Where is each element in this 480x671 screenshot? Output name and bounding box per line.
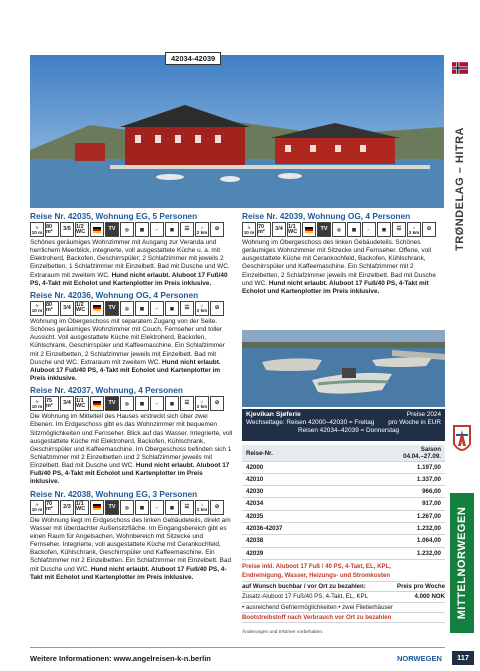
german-tv-flag-icon bbox=[90, 222, 104, 237]
washing-machine-icon: ◎ bbox=[120, 500, 134, 515]
amenity-icons bbox=[30, 396, 233, 411]
hero-photo bbox=[30, 55, 444, 208]
bookable-extras-header: auf Wunsch buchbar / vor Ort zu bezahlen: Preis pro Woche bbox=[242, 582, 445, 592]
price-notes bbox=[242, 562, 445, 623]
wifi-icon: ☰ bbox=[180, 222, 194, 237]
tv-icon: TV bbox=[317, 222, 331, 237]
price-inclusions: Preise inkl. Aluboot 17 Fuß / 40 PS, 4-Takt, EL, KPL, Endreinigung, Wasser, Heizungs- und Stromkosten bbox=[242, 562, 445, 582]
listing-title: Reise Nr. 42037, Wohnung, 4 Personen bbox=[30, 385, 183, 396]
col-reise: Reise-Nr. bbox=[242, 445, 342, 461]
boat-photo bbox=[242, 330, 445, 407]
col-saison: Saison 04.04.–27.09. bbox=[342, 445, 445, 461]
bath-icon: ⌐ bbox=[150, 222, 164, 237]
no-pets-icon: ⊘ bbox=[210, 396, 224, 411]
bath-icon: ⌐ bbox=[362, 222, 376, 237]
bedroom-icon: 3/4 bbox=[60, 301, 74, 316]
shop-distance-icon: ⌂ 2 km bbox=[407, 222, 421, 237]
german-tv-flag-icon bbox=[90, 301, 104, 316]
oven-icon: ▣ bbox=[165, 222, 179, 237]
tv-icon: TV bbox=[105, 301, 119, 316]
shop-distance-icon: ⌂ 2 km bbox=[195, 396, 209, 411]
table-row: 42038 1.064,00 bbox=[242, 535, 445, 547]
bath-icon: ⌐ bbox=[150, 396, 164, 411]
no-pets-icon: ⊘ bbox=[210, 301, 224, 316]
oven-icon: ▣ bbox=[377, 222, 391, 237]
listing-title: Reise Nr. 42039, Wohnung OG, 4 Personen bbox=[242, 211, 411, 221]
coat-of-arms-logo-icon bbox=[450, 420, 474, 460]
tv-icon: TV bbox=[105, 396, 119, 411]
german-tv-flag-icon bbox=[90, 500, 104, 515]
price-unit: pro Woche in EUR bbox=[388, 419, 441, 426]
operator-name: Kjevikan Sjøferie bbox=[246, 411, 301, 418]
listing-42036 bbox=[30, 290, 233, 383]
price-table-header bbox=[242, 409, 445, 441]
german-tv-flag-icon bbox=[302, 222, 316, 237]
shop-distance-icon: ⌂ 2 km bbox=[195, 222, 209, 237]
listing-42039 bbox=[242, 211, 445, 298]
boat-photo-image bbox=[242, 330, 445, 407]
price-table-head-row bbox=[242, 445, 445, 461]
dishwasher-icon: ▦ bbox=[135, 222, 149, 237]
table-row: 42035 1.267,00 bbox=[242, 510, 445, 522]
washing-machine-icon: ◎ bbox=[120, 222, 134, 237]
wifi-icon: ☰ bbox=[180, 500, 194, 515]
wc-icon: 1/2 WC bbox=[75, 301, 89, 316]
shop-distance-icon: ⌂ 2 km bbox=[195, 500, 209, 515]
norway-flag-icon bbox=[452, 62, 468, 74]
wifi-icon: ☰ bbox=[180, 301, 194, 316]
changeover-days-1: Wechseltage: Reisen 42000–42030 = Freitag bbox=[246, 419, 375, 426]
washing-machine-icon: ◎ bbox=[120, 396, 134, 411]
fuel-note: Bootstreibstoff nach Verbrauch vor Ort zu bezahlen bbox=[242, 613, 445, 623]
footer-divider bbox=[30, 647, 445, 648]
area-icon: 70 m² bbox=[257, 222, 271, 237]
area-icon: 80 m² bbox=[45, 301, 59, 316]
no-pets-icon: ⊘ bbox=[210, 500, 224, 515]
amenity-icons bbox=[30, 301, 233, 316]
dishwasher-icon: ▦ bbox=[135, 301, 149, 316]
bedroom-icon: 3/4 bbox=[272, 222, 286, 237]
listing-title: Reise Nr. 42036, Wohnung OG, 4 Personen bbox=[30, 289, 199, 300]
listing-description: Wohnung im Obergeschoss mit separatem Zugang von der Seite. Schönes geräumiges Wohnzimmer mit Couch, Fernseher und toller Aussicht. Voll ausgestattete Küche mit Elektroherd, Backofen, Kühlschrank, Geschirrspüler und Kaffeemaschine. Ein Schlafzimmer mit 2 Einzelbetten, 2 Schlafzimmer jeweils mit Einzelbett. Bad mit Dusche und WC. Extraraum mit zweitem WC. Hund nicht erlaubt. Aluboot 17 Fuß/40 PS, 4-Takt mit Echolot und Kartenplotter im Preis inklusive. bbox=[30, 317, 225, 383]
no-pets-icon: ⊘ bbox=[210, 222, 224, 237]
bath-icon: ⌐ bbox=[150, 301, 164, 316]
amenity-icons bbox=[30, 222, 233, 237]
area-icon: 80 m² bbox=[45, 222, 59, 237]
amenity-icons bbox=[242, 222, 445, 237]
wc-icon: 1/1 WC bbox=[75, 396, 89, 411]
wifi-icon: ☰ bbox=[180, 396, 194, 411]
listing-description: Die Wohnung liegt im Erdgeschoss des linken Gebäudeteils, direkt am Wasser mit überdachter Außensitzfläche. Im Eingangsbereich gibt es einen Raum für Angelsachen. Wohnbereich mit Sitzecke und Fernseher. Integrierte, voll ausgestattete Küche mit Cerankochfeld, Backofen, Kühlschrank, Geschirrspüler und Kaffeemaschine. Ein Schlafzimmer mit 2 Einzelbetten. Ein Schlafzimmer mit Einzelbett. Bad mit Dusche und WC. Hund nicht erlaubt. Aluboot 17 Fuß/40 PS, 4-Takt mit Echolot und Kartenplotter im Preis inklusive. bbox=[30, 516, 232, 581]
oven-icon: ▣ bbox=[165, 301, 179, 316]
table-row: 42010 1.337,00 bbox=[242, 473, 445, 485]
area-icon: 70 m² bbox=[45, 500, 59, 515]
distance-water-icon: ≈ 10 m bbox=[30, 222, 44, 237]
table-row: 42034 917,00 bbox=[242, 498, 445, 510]
table-row: 42036-42037 1.232,00 bbox=[242, 522, 445, 534]
footer-info-link[interactable]: Weitere Informationen: www.angelreisen-k-n.berlin bbox=[30, 654, 211, 663]
price-year: Preise 2024 bbox=[406, 411, 441, 418]
area-icon: 75 m² bbox=[45, 396, 59, 411]
listings-left-column bbox=[30, 211, 233, 584]
listing-title: Reise Nr. 42038, Wohnung EG, 3 Personen bbox=[30, 488, 198, 499]
bedroom-icon: 2/3 bbox=[60, 500, 74, 515]
distance-water-icon: ≈ 10 m bbox=[30, 301, 44, 316]
page-number: 117 bbox=[452, 651, 474, 665]
listing-42038 bbox=[30, 489, 233, 582]
listing-title: Reise Nr. 42035, Wohnung EG, 5 Personen bbox=[30, 211, 198, 221]
extra-boat-row: Zusatz-Aluboot 17 Fuß/40 PS, 4-Takt, EL, KPL 4.000 NOK bbox=[242, 592, 445, 602]
table-row: 42000 1.197,00 bbox=[242, 461, 445, 473]
washing-machine-icon: ◎ bbox=[332, 222, 346, 237]
wc-icon: 1/1 WC bbox=[75, 500, 89, 515]
footer-country: NORWEGEN bbox=[397, 654, 442, 663]
oven-icon: ▣ bbox=[165, 500, 179, 515]
oven-icon: ▣ bbox=[165, 396, 179, 411]
dishwasher-icon: ▦ bbox=[135, 500, 149, 515]
dishwasher-icon: ▦ bbox=[347, 222, 361, 237]
listing-42035 bbox=[30, 211, 233, 288]
wc-icon: 1/2 WC bbox=[75, 222, 89, 237]
region-label-top: TRØNDELAG – HITRA bbox=[454, 127, 466, 251]
tv-icon: TV bbox=[105, 222, 119, 237]
listing-description: Die Wohnung im Mittelteil des Hauses erstreckt sich über zwei Ebenen. Im Erdgeschoss gibt es das Wohnzimmer mit bequemen Sitzmöglichkeiten und Fernseher. Blick auf das Wasser. Integrierte, voll ausgestattete Küche mit Elektroherd, Backofen, Kühlschrank, Geschirrspüler und Kaffeemaschine. Im Obergeschoss befinden sich 1 Schlafzimmer mit 2 Einzelbetten und 2 Schlafzimmer jeweils mit Einzelbett. Bad mit Dusche und WC. Hund nicht erlaubt. Aluboot 17 Fuß/40 PS, 4-Takt mit Echolot und Kartenplotter im Preis inklusive. bbox=[30, 413, 233, 486]
dishwasher-icon: ▦ bbox=[135, 396, 149, 411]
no-pets-icon: ⊘ bbox=[422, 222, 436, 237]
distance-water-icon: ≈ 10 m bbox=[30, 500, 44, 515]
distance-water-icon: ≈ 10 m bbox=[30, 396, 44, 411]
region-label-bottom: MITTELNORWEGEN bbox=[450, 493, 474, 633]
disclaimer: Änderungen und Irrtümer vorbehalten. bbox=[242, 630, 324, 635]
photo-label: 42034-42039 bbox=[165, 52, 221, 65]
german-tv-flag-icon bbox=[90, 396, 104, 411]
table-row: 42039 1.232,00 bbox=[242, 547, 445, 559]
listing-description: Schönes geräumiges Wohnzimmer mit Ausgang zur Veranda und herrlichem Meerblick, integrierte, voll ausgestattete Küche u. a. mit Elektroherd, Backofen, Geschirrspüler; 2 Schlafzimmer mit jeweils 2 Einzelbetten, 1 Schlafzimmer mit Einzelbett. Bad mit Dusche und WC. Extraraum mit zweitem WC. Hund nicht erlaubt. Aluboot 17 Fuß/40 PS, 4-Takt mit Echolot und Kartenplotter im Preis inklusive. bbox=[30, 239, 230, 287]
washing-machine-icon: ◎ bbox=[120, 301, 134, 316]
extra-features: • ausreichend Gefriermöglichkeiten • zwei Filetierhäuser bbox=[242, 603, 445, 613]
bedroom-icon: 3/5 bbox=[60, 222, 74, 237]
bedroom-icon: 3/4 bbox=[60, 396, 74, 411]
amenity-icons bbox=[30, 500, 233, 515]
changeover-days-2: Reisen 42034–42039 = Donnerstag bbox=[298, 427, 400, 434]
wc-icon: 1/1 WC bbox=[287, 222, 301, 237]
shop-distance-icon: ⌂ 2 km bbox=[195, 301, 209, 316]
price-table bbox=[242, 445, 445, 560]
wifi-icon: ☰ bbox=[392, 222, 406, 237]
bath-icon: ⌐ bbox=[150, 500, 164, 515]
table-row: 42030 966,00 bbox=[242, 486, 445, 498]
listing-description: Wohnung im Obergeschoss des linken Gebäudeteils. Schönes geräumiges Wohnzimmer mit Sitzecke und Fernseher. Offene, voll ausgestattete Küche mit Cerankochfeld, Backofen, Kühlschrank, Geschirrspüler und Kaffeemaschine. Ein Schlafzimmer mit 2 Einzelbetten, 2 Schlafzimmer jeweils mit Einzelbett. Bad mit Dusche und WC. Hund nicht erlaubt. Aluboot 17 Fuß/40 PS, 4-Takt mit Echolot und Kartenplotter im Preis inklusive. bbox=[242, 239, 436, 295]
harbor-photo-image bbox=[30, 55, 444, 208]
listing-42037 bbox=[30, 385, 233, 486]
distance-water-icon: ≈ 10 m bbox=[242, 222, 256, 237]
tv-icon: TV bbox=[105, 500, 119, 515]
